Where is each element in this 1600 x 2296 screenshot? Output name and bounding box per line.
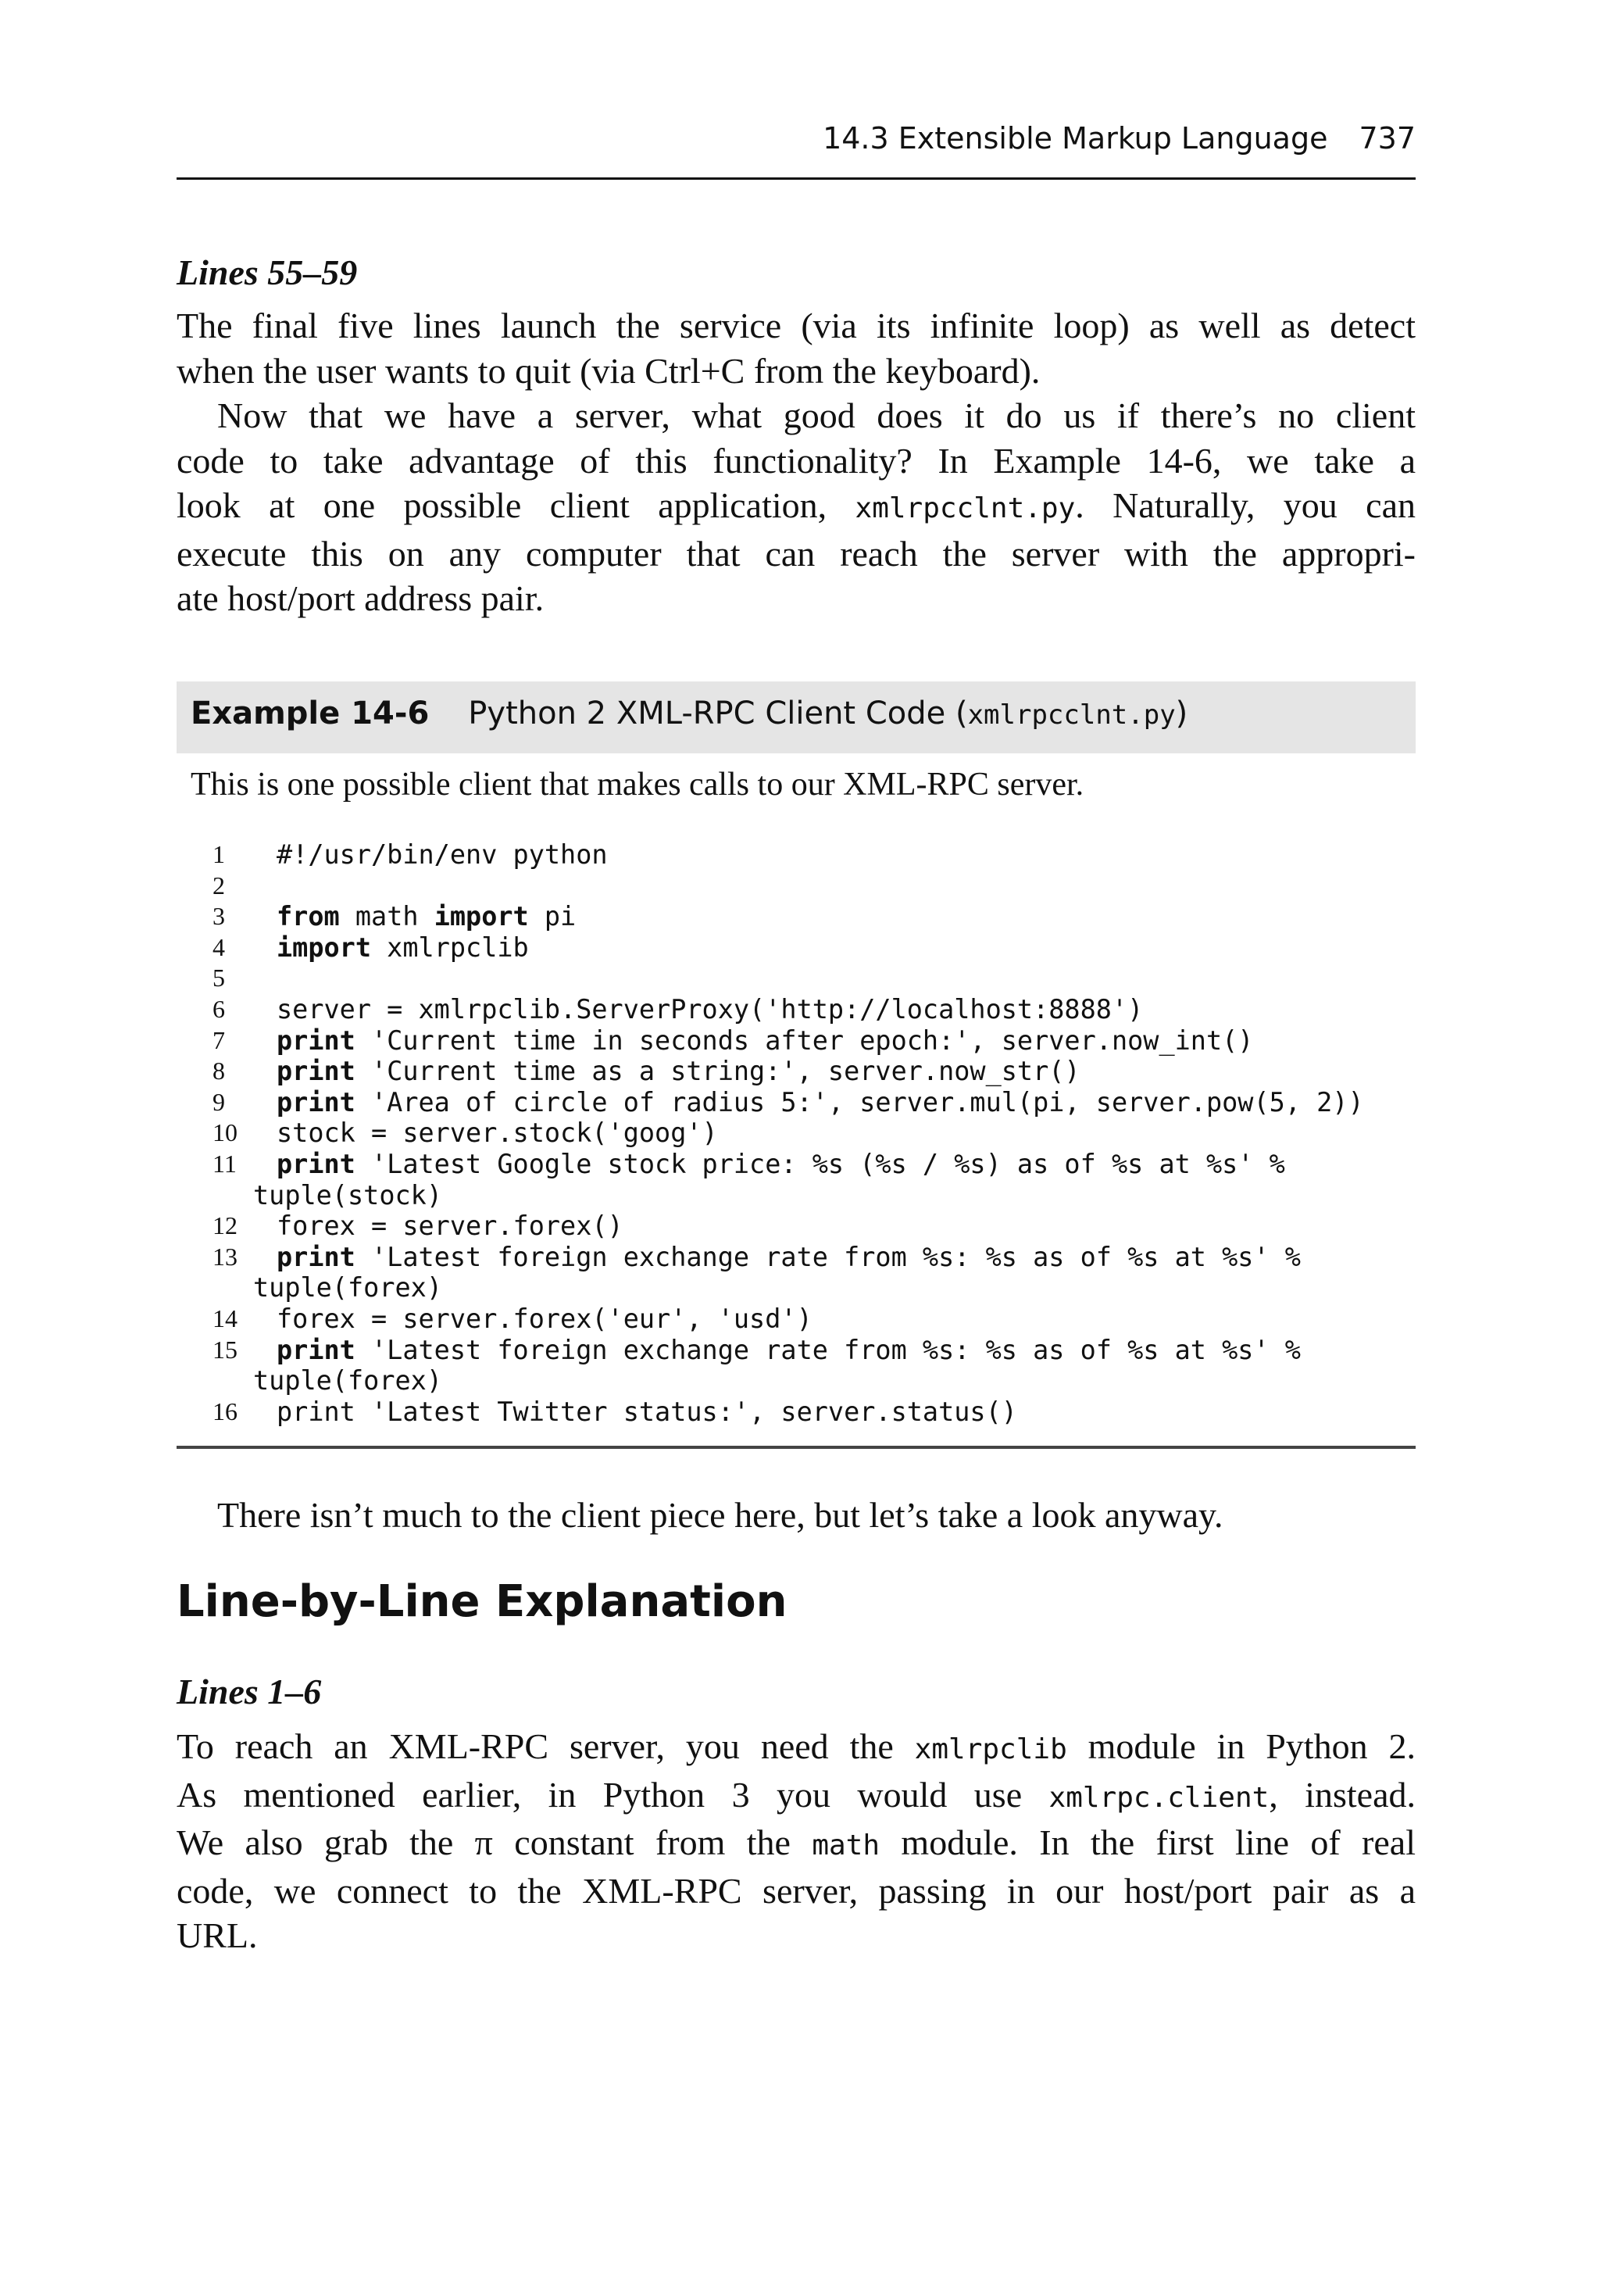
code-line <box>177 1304 1416 1335</box>
code-line <box>177 1242 1416 1273</box>
text-line: code to take advantage of this functionality? In Example 14-6, we take a <box>177 440 1416 481</box>
code-line <box>177 1056 1416 1087</box>
code-fragment: tuple(forex) <box>253 1365 443 1397</box>
code-fragment: 'Latest Google stock price: %s (%s / %s) as of %s at %s' % <box>355 1148 1285 1179</box>
code-line <box>177 1118 1416 1149</box>
code-text <box>253 1365 442 1397</box>
code-text <box>253 1180 442 1211</box>
text-run: As mentioned earlier, in Python 3 you would use <box>177 1774 1049 1815</box>
text-line <box>177 1724 1416 1772</box>
text-line: when the user wants to quit (via Ctrl+C from the keyboard). <box>177 350 1041 391</box>
text-line: execute this on any computer that can reach the server with the appropri- <box>177 533 1416 574</box>
code-line <box>177 1149 1416 1180</box>
code-fragment: forex = server.forex() <box>277 1211 623 1242</box>
paragraph-3 <box>177 1493 1416 1538</box>
text-line: The final five lines launch the service (via its infinite loop) as well as detect <box>177 306 1416 345</box>
example-title <box>191 696 1188 731</box>
code-text <box>277 1335 1301 1366</box>
code-fragment: print 'Latest Twitter status:', server.status() <box>277 1396 1017 1427</box>
line-number: 14 <box>212 1304 238 1332</box>
code-text <box>253 1272 442 1304</box>
module-code: math <box>812 1829 880 1861</box>
code-fragment: 'Current time as a string:', server.now_str() <box>355 1056 1080 1087</box>
code-text <box>277 1242 1301 1273</box>
line-number: 8 <box>212 1057 225 1085</box>
line-number: 6 <box>212 994 225 1023</box>
code-line <box>177 871 1416 902</box>
code-fragment: pi <box>528 901 577 932</box>
text-run: module in Python 2. <box>1066 1726 1416 1766</box>
code-fragment: server = xmlrpclib.ServerProxy('http://localhost:8888') <box>277 993 1144 1025</box>
code-line <box>177 901 1416 932</box>
page-number: 737 <box>1359 121 1416 156</box>
code-text <box>277 839 608 871</box>
line-number: 15 <box>212 1335 238 1364</box>
text-line: There isn’t much to the client piece here, but let’s take a look anyway. <box>217 1495 1223 1535</box>
code-keyword: print <box>277 1086 355 1118</box>
example-filename: xmlrpcclnt.py <box>967 699 1176 731</box>
code-text <box>277 1304 812 1335</box>
section-heading: Line-by-Line Explanation <box>177 1576 788 1627</box>
code-text <box>277 1397 1017 1428</box>
line-number: 5 <box>212 964 225 992</box>
code-line <box>177 1087 1416 1118</box>
code-bottom-rule <box>177 1446 1416 1449</box>
text-line <box>177 483 1416 531</box>
code-text <box>277 1025 1253 1057</box>
code-keyword: print <box>277 1025 355 1056</box>
code-line <box>177 963 1416 994</box>
running-header <box>823 121 1416 156</box>
text-run: look at one possible client application, <box>177 485 855 525</box>
line-number: 4 <box>212 932 225 961</box>
code-line <box>177 994 1416 1025</box>
code-line <box>177 1365 1416 1397</box>
code-fragment: forex = server.forex('eur', 'usd') <box>277 1303 812 1334</box>
code-keyword: print <box>277 1241 355 1272</box>
line-number: 12 <box>212 1211 238 1240</box>
module-code: xmlrpc.client <box>1048 1781 1270 1814</box>
text-line <box>177 1772 1416 1821</box>
code-keyword: from <box>277 901 340 932</box>
code-text <box>277 1087 1364 1118</box>
line-number: 9 <box>212 1087 225 1116</box>
code-line <box>177 839 1416 871</box>
code-keyword: import <box>277 932 372 963</box>
code-keyword: print <box>277 1148 355 1179</box>
code-fragment: xmlrpclib <box>371 932 529 963</box>
line-number: 2 <box>212 871 225 899</box>
code-fragment: 'Area of circle of radius 5:', server.mul(pi, server.pow(5, 2)) <box>355 1086 1364 1118</box>
code-text <box>277 1211 623 1242</box>
code-fragment: tuple(forex) <box>253 1272 443 1304</box>
line-number: 11 <box>212 1149 237 1178</box>
code-fragment: 'Latest foreign exchange rate from %s: %s as of %s at %s' % <box>355 1241 1301 1272</box>
subheading-lines-1-6: Lines 1–6 <box>177 1672 322 1711</box>
code-fragment: 'Latest foreign exchange rate from %s: %s as of %s at %s' % <box>355 1334 1301 1365</box>
code-line <box>177 1335 1416 1366</box>
code-fragment: math <box>339 901 434 932</box>
line-number: 13 <box>212 1242 238 1271</box>
code-line <box>177 1397 1416 1428</box>
text-run: , instead. <box>1269 1774 1416 1815</box>
code-text <box>277 1056 1080 1087</box>
paragraph-1 <box>177 303 1416 393</box>
code-line <box>177 1211 1416 1242</box>
subheading-lines-55-59: Lines 55–59 <box>177 252 358 292</box>
text-line: Now that we have a server, what good does it do us if there’s no client <box>217 395 1416 435</box>
example-caption: Python 2 XML-RPC Client Code ( <box>468 696 968 731</box>
code-keyword: print <box>277 1334 355 1365</box>
code-text <box>277 1149 1285 1180</box>
text-line: ate host/port address pair. <box>177 578 545 618</box>
paragraph-4 <box>177 1724 1416 1958</box>
code-keyword: print <box>277 1056 355 1087</box>
text-run: We also grab the π constant from the <box>177 1822 812 1862</box>
line-number: 3 <box>212 902 225 931</box>
text-line <box>177 1820 1416 1869</box>
line-number: 1 <box>212 840 225 868</box>
header-rule <box>177 177 1416 180</box>
code-text <box>277 994 1143 1025</box>
example-caption-end: ) <box>1175 696 1188 731</box>
book-page <box>177 0 1416 2296</box>
filename-code: xmlrpcclnt.py <box>855 492 1076 524</box>
text-run: To reach an XML-RPC server, you need the <box>177 1726 915 1766</box>
line-number: 16 <box>212 1397 238 1425</box>
code-fragment: 'Current time in seconds after epoch:', server.now_int() <box>355 1025 1254 1056</box>
code-fragment: stock = server.stock('goog') <box>277 1118 718 1149</box>
code-text <box>277 1118 718 1149</box>
example-description: This is one possible client that makes calls to our XML-RPC server. <box>191 767 1084 803</box>
text-run: module. In the first line of real <box>880 1822 1416 1862</box>
line-number: 10 <box>212 1118 238 1147</box>
code-listing <box>177 839 1416 1427</box>
line-number: 7 <box>212 1025 225 1054</box>
code-line <box>177 1180 1416 1211</box>
text-run: . Naturally, you can <box>1075 485 1416 525</box>
paragraph-2 <box>177 393 1416 621</box>
example-label: Example 14-6 <box>191 696 430 731</box>
text-line: code, we connect to the XML-RPC server, passing in our host/port pair as a <box>177 1870 1416 1911</box>
code-line <box>177 1272 1416 1304</box>
code-keyword: import <box>434 901 529 932</box>
code-line <box>177 1025 1416 1057</box>
code-text <box>277 932 529 964</box>
code-fragment: tuple(stock) <box>253 1179 443 1211</box>
example-title-bar <box>177 681 1416 753</box>
module-code: xmlrpclib <box>914 1733 1067 1765</box>
code-fragment: #!/usr/bin/env python <box>277 839 608 870</box>
text-line: URL. <box>177 1915 258 1955</box>
code-line <box>177 932 1416 964</box>
section-title: 14.3 Extensible Markup Language <box>823 121 1328 156</box>
code-text <box>277 901 576 932</box>
